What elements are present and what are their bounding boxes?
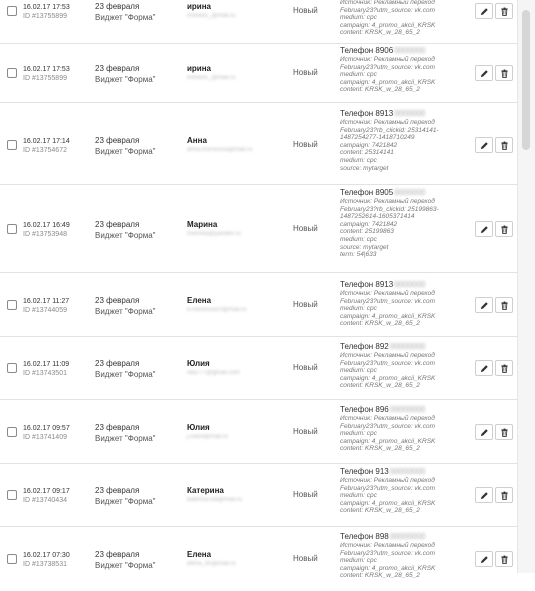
lead-email: irisha55_@mail.ru [187, 13, 236, 19]
lead-info [340, 405, 468, 453]
table-row [0, 43, 518, 103]
lead-status: Новый [293, 140, 318, 149]
lead-source-detail: medium: cpc [340, 492, 377, 500]
lead-status: Новый [293, 490, 318, 499]
edit-button[interactable] [475, 65, 493, 81]
lead-source-detail: content: KRSK_w_28_65_2 [340, 507, 420, 515]
lead-info [340, 46, 468, 94]
lead-source-date: 23 февраля [95, 220, 140, 229]
lead-date: 16.02.17 17:53 [23, 66, 70, 73]
lead-source-detail: February23?utm_source: vk.com [340, 549, 436, 557]
lead-source-date: 23 февраля [95, 550, 140, 559]
lead-source-detail: content: 25199863 [340, 228, 394, 236]
delete-button[interactable] [495, 65, 513, 81]
lead-name: Елена [187, 550, 212, 559]
lead-status: Новый [293, 6, 318, 15]
lead-info [340, 467, 468, 515]
lead-source-detail: February23?utm_source: vk.com [340, 422, 436, 430]
lead-source-widget: Виджет "Форма" [95, 231, 156, 240]
lead-source-detail: source: mytarget [340, 164, 389, 172]
lead-source-detail: 1487252614-1605371414 [340, 213, 415, 221]
lead-source-date: 23 февраля [95, 296, 140, 305]
lead-source-detail: medium: cpc [340, 71, 377, 79]
lead-source-detail: content: KRSK_w_28_65_2 [340, 572, 420, 580]
lead-source-date: 23 февраля [95, 2, 140, 11]
row-checkbox[interactable] [7, 6, 17, 16]
lead-id: ID #13744059 [23, 307, 67, 314]
lead-status: Новый [293, 68, 318, 77]
lead-source-widget: Виджет "Форма" [95, 307, 156, 316]
lead-name: ирина [187, 64, 212, 73]
lead-source-detail: Источник: Рекламный переход [340, 119, 435, 126]
lead-source-detail: campaign: 4_promo_akcii_KRSK [340, 312, 436, 320]
edit-button[interactable] [475, 3, 493, 19]
lead-id: ID #13740434 [23, 497, 67, 504]
lead-source-detail: campaign: 4_promo_akcii_KRSK [340, 78, 436, 86]
lead-source-detail: February23?utm_source: vk.com [340, 6, 436, 14]
lead-phone-hidden: 00000000 [389, 342, 426, 351]
row-checkbox[interactable] [7, 140, 17, 150]
lead-source-detail: February23?utm_source: vk.com [340, 63, 436, 71]
lead-source-detail: content: 25314141 [340, 149, 394, 157]
lead-phone-prefix: Телефон 913 [340, 467, 389, 476]
lead-email: irisha55_@mail.ru [187, 75, 236, 81]
lead-phone-hidden: 00000000 [389, 467, 426, 476]
lead-source-detail: Источник: Рекламный переход [340, 415, 435, 422]
lead-info [340, 342, 468, 390]
row-checkbox[interactable] [7, 363, 17, 373]
lead-status: Новый [293, 363, 318, 372]
lead-source-detail: source: mytarget [340, 243, 389, 251]
lead-date: 16.02.17 09:17 [23, 488, 70, 495]
lead-info [340, 532, 468, 580]
lead-id: ID #13753948 [23, 231, 67, 238]
lead-date: 16.02.17 17:53 [23, 4, 70, 11]
lead-name: Елена [187, 296, 212, 305]
lead-source-detail: campaign: 7421842 [340, 220, 398, 228]
lead-source-detail: Источник: Рекламный переход [340, 56, 435, 63]
table-row [0, 336, 518, 400]
table-row [0, 399, 518, 464]
lead-phone-hidden: 0000000 [394, 109, 426, 118]
scrollbar[interactable] [517, 0, 535, 573]
lead-info [340, 0, 468, 37]
lead-id: ID #13743501 [23, 370, 67, 377]
lead-status: Новый [293, 427, 318, 436]
row-checkbox[interactable] [7, 427, 17, 437]
lead-status: Новый [293, 300, 318, 309]
lead-phone-prefix: Телефон 8905 [340, 188, 394, 197]
lead-source-detail: medium: cpc [340, 557, 377, 565]
lead-source-widget: Виджет "Форма" [95, 13, 156, 22]
lead-source-detail: campaign: 7421842 [340, 141, 398, 149]
lead-source-detail: February23?utm_source: vk.com [340, 359, 436, 367]
lead-date: 16.02.17 07:30 [23, 552, 70, 559]
lead-source-detail: Источник: Рекламный переход [340, 198, 435, 205]
table-row [0, 184, 518, 273]
lead-name: Марина [187, 220, 218, 229]
lead-source-widget: Виджет "Форма" [95, 434, 156, 443]
lead-source-widget: Виджет "Форма" [95, 497, 156, 506]
lead-phone [340, 280, 468, 290]
lead-phone-prefix: Телефон 892 [340, 342, 389, 351]
delete-button[interactable] [495, 424, 513, 440]
lead-phone [340, 532, 468, 542]
lead-email: elena_85@mail.ru [187, 561, 236, 567]
lead-id: ID #13755899 [23, 13, 67, 20]
lead-phone-prefix: Телефон 8913 [340, 280, 394, 289]
row-checkbox[interactable] [7, 490, 17, 500]
lead-phone [340, 342, 468, 352]
lead-source-detail: February23?rb_clickid: 25314141- [340, 126, 439, 134]
lead-id: ID #13755899 [23, 75, 67, 82]
edit-button[interactable] [475, 487, 493, 503]
lead-source-detail: content: KRSK_w_28_65_2 [340, 445, 420, 453]
lead-email: anna.morozova@mail.ru [187, 147, 253, 153]
lead-source-widget: Виджет "Форма" [95, 370, 156, 379]
lead-name: ирина [187, 2, 212, 11]
edit-button[interactable] [475, 297, 493, 313]
lead-email: ulia777@gmail.com [187, 370, 240, 376]
lead-phone-hidden: 0000000 [394, 188, 426, 197]
lead-source-detail: Источник: Рекламный переход [340, 352, 435, 359]
table-row [0, 0, 518, 44]
lead-source-detail: Источник: Рекламный переход [340, 477, 435, 484]
lead-source-detail: content: KRSK_w_28_65_2 [340, 29, 420, 37]
delete-button[interactable] [495, 137, 513, 153]
scrollbar-thumb[interactable] [522, 10, 530, 150]
lead-source-detail: term: 54|633 [340, 251, 377, 259]
table-row [0, 526, 518, 591]
delete-button[interactable] [495, 297, 513, 313]
delete-button[interactable] [495, 360, 513, 376]
delete-button[interactable] [495, 487, 513, 503]
edit-button[interactable] [475, 551, 493, 567]
lead-source-detail: campaign: 4_promo_akcii_KRSK [340, 437, 436, 445]
lead-date: 16.02.17 16:49 [23, 222, 70, 229]
lead-source-detail: medium: cpc [340, 14, 377, 22]
lead-phone-hidden: 0000000 [394, 280, 426, 289]
lead-phone-prefix: Телефон 8913 [340, 109, 394, 118]
lead-source-date: 23 февраля [95, 136, 140, 145]
lead-source-detail: February23?utm_source: vk.com [340, 484, 436, 492]
lead-date: 16.02.17 11:09 [23, 361, 70, 368]
lead-source-widget: Виджет "Форма" [95, 147, 156, 156]
lead-email: e.novikova10@mail.ru [187, 307, 247, 313]
lead-email: katerina.kat@mail.ru [187, 497, 243, 503]
table-row [0, 272, 518, 337]
lead-source-date: 23 февраля [95, 359, 140, 368]
lead-source-detail: February23?rb_clickid: 25199863- [340, 205, 439, 213]
lead-source-detail: medium: cpc [340, 305, 377, 313]
lead-id: ID #13738531 [23, 561, 67, 568]
lead-source-detail: content: KRSK_w_28_65_2 [340, 382, 420, 390]
lead-source-detail: medium: cpc [340, 367, 377, 375]
delete-button[interactable] [495, 551, 513, 567]
lead-source-detail: February23?utm_source: vk.com [340, 297, 436, 305]
lead-source-detail: Источник: Рекламный переход [340, 542, 435, 549]
edit-button[interactable] [475, 137, 493, 153]
delete-button[interactable] [495, 3, 513, 19]
lead-source-detail: campaign: 4_promo_akcii_KRSK [340, 499, 436, 507]
lead-phone [340, 46, 468, 56]
row-checkbox[interactable] [7, 68, 17, 78]
delete-button[interactable] [495, 221, 513, 237]
lead-source-detail: Источник: Рекламный переход [340, 290, 435, 297]
lead-source-detail: campaign: 4_promo_akcii_KRSK [340, 21, 436, 29]
lead-name: Юлия [187, 423, 210, 432]
lead-name: Анна [187, 136, 207, 145]
table-row [0, 102, 518, 185]
edit-button[interactable] [475, 360, 493, 376]
lead-source-widget: Виджет "Форма" [95, 75, 156, 84]
lead-phone [340, 188, 468, 198]
lead-name: Катерина [187, 486, 224, 495]
lead-phone [340, 405, 468, 415]
lead-source-date: 23 февраля [95, 64, 140, 73]
lead-phone [340, 467, 468, 477]
lead-status: Новый [293, 554, 318, 563]
lead-date: 16.02.17 17:14 [23, 138, 70, 145]
lead-status: Новый [293, 224, 318, 233]
lead-source-detail: campaign: 4_promo_akcii_KRSK [340, 564, 436, 572]
lead-source-detail: content: KRSK_w_28_65_2 [340, 86, 420, 94]
lead-source-detail: 1487254277-1418710249 [340, 134, 415, 142]
row-checkbox[interactable] [7, 224, 17, 234]
lead-info [340, 109, 468, 172]
lead-date: 16.02.17 09:57 [23, 425, 70, 432]
lead-id: ID #13754672 [23, 147, 67, 154]
lead-source-detail: campaign: 4_promo_akcii_KRSK [340, 374, 436, 382]
lead-date: 16.02.17 11:27 [23, 298, 70, 305]
table-row [0, 463, 518, 527]
lead-source-detail: medium: cpc [340, 156, 377, 164]
lead-phone [340, 109, 468, 119]
lead-source-date: 23 февраля [95, 423, 140, 432]
lead-source-detail: content: KRSK_w_28_65_2 [340, 320, 420, 328]
lead-source-widget: Виджет "Форма" [95, 561, 156, 570]
lead-source-detail: medium: cpc [340, 235, 377, 243]
lead-phone-hidden: 0000000 [394, 46, 426, 55]
lead-source-detail: medium: cpc [340, 430, 377, 438]
lead-source-date: 23 февраля [95, 486, 140, 495]
row-checkbox[interactable] [7, 300, 17, 310]
lead-source-detail: Источник: Рекламный переход [340, 0, 435, 6]
edit-button[interactable] [475, 424, 493, 440]
lead-name: Юлия [187, 359, 210, 368]
row-checkbox[interactable] [7, 554, 17, 564]
lead-id: ID #13741409 [23, 434, 67, 441]
edit-button[interactable] [475, 221, 493, 237]
lead-email: marinka@yandex.ru [187, 231, 241, 237]
lead-info [340, 188, 468, 259]
lead-phone-hidden: 00000000 [389, 532, 426, 541]
lead-phone-prefix: Телефон 8906 [340, 46, 394, 55]
lead-info [340, 280, 468, 328]
lead-phone-prefix: Телефон 898 [340, 532, 389, 541]
lead-phone-prefix: Телефон 896 [340, 405, 389, 414]
lead-phone-hidden: 00000000 [389, 405, 426, 414]
lead-email: j.sokol@mail.ru [187, 434, 229, 440]
